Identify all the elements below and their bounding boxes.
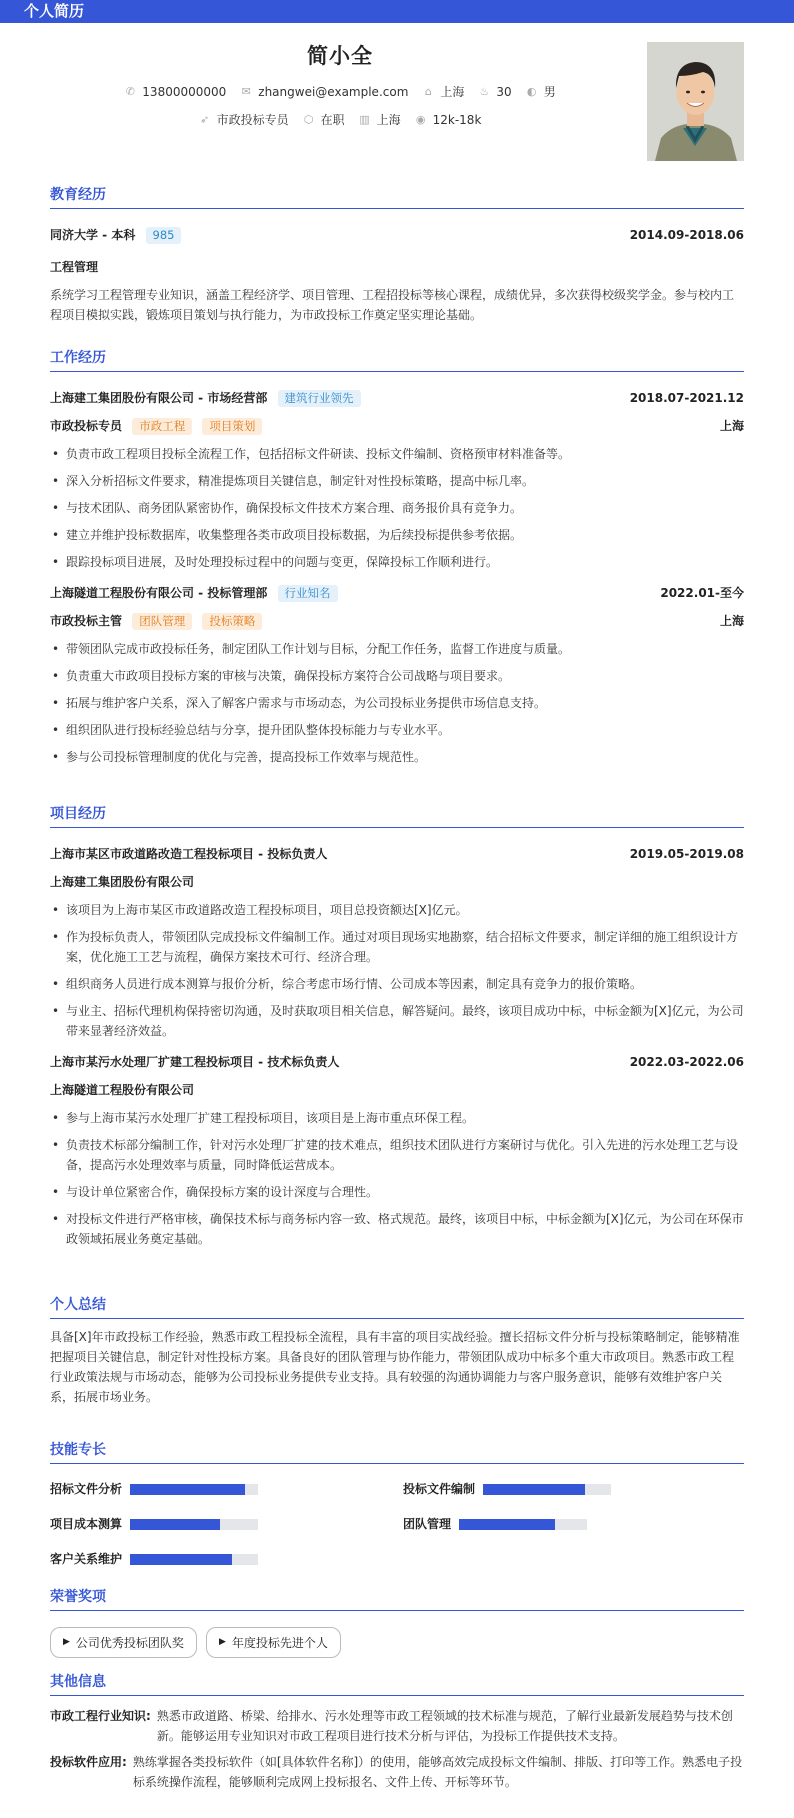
skill-bar — [130, 1484, 258, 1495]
education-desc: 系统学习工程管理专业知识，涵盖工程经济学、项目管理、工程招投标等核心课程，成绩优异，多次获得校级奖学金。参与校内工程项目模拟实践，锻炼项目策划与执行能力，为市政投标工作奠定坚实理论基础。 — [50, 288, 735, 322]
position-row — [50, 612, 744, 630]
target-city-text: 上海 — [376, 113, 401, 127]
awards-list — [50, 1627, 744, 1658]
project-period: 2022.03-2022.06 — [629, 1055, 744, 1069]
gender-text: 男 — [543, 85, 556, 99]
mail-icon: ✉ — [241, 84, 251, 98]
project-header — [50, 845, 744, 863]
skill-name: 项目成本测算 — [50, 1517, 123, 1531]
education-section — [50, 185, 744, 325]
skill-item — [50, 1515, 122, 1533]
candidate-name: 简小全 — [307, 44, 373, 68]
skill-item — [403, 1480, 475, 1498]
skill-name: 团队管理 — [403, 1517, 452, 1531]
contact-row-secondary — [0, 111, 680, 129]
company-tag: 行业知名 — [278, 585, 338, 602]
position-tag: 项目策划 — [202, 418, 262, 435]
major: 工程管理 — [50, 260, 99, 274]
skill-bar — [130, 1519, 258, 1530]
contact-age — [478, 83, 511, 101]
summary-section — [50, 1295, 744, 1407]
list-item: • 与技术团队、商务团队紧密协作，确保投标文件技术方案合理、商务报价具有竞争力。 — [50, 498, 744, 518]
status-text: 在职 — [320, 113, 345, 127]
project-bullets — [50, 1108, 744, 1249]
project-bullets — [50, 900, 744, 1041]
company-name: 上海建工集团股份有限公司 - 市场经营部 — [50, 391, 268, 405]
section-title: 项目经历 — [50, 804, 744, 828]
project-company: 上海建工集团股份有限公司 — [50, 875, 195, 889]
award-label: 年度投标先进个人 — [231, 1635, 328, 1650]
send-icon: ➶ — [199, 112, 210, 126]
skill-bar — [483, 1484, 611, 1495]
email-text: zhangwei@example.com — [258, 85, 409, 99]
project-company: 上海隧道工程股份有限公司 — [50, 1083, 195, 1097]
top-bar — [0, 0, 794, 23]
list-item: • 负责技术标部分编制工作，针对污水处理厂扩建的技术难点，组织技术团队进行方案研讨与优化。引入先进的污水处理工艺与设备，提高污水处理效率与质量，同时降低运营成本。 — [50, 1135, 744, 1175]
info-value: 熟练掌握各类投标软件（如[具体软件名称]）的使用，能够高效完成投标文件编制、排版、打印等工作。熟悉电子投标系统操作流程，能够顺利完成网上投标报名、文件上传、开标等环节。 — [132, 1755, 743, 1789]
list-item: • 拓展与维护客户关系，深入了解客户需求与市场动态，为公司投标业务提供市场信息支持。 — [50, 693, 744, 713]
section-title: 技能专长 — [50, 1440, 744, 1464]
section-title: 个人总结 — [50, 1295, 744, 1319]
skills-grid — [50, 1464, 744, 1566]
section-title: 教育经历 — [50, 185, 744, 209]
list-item: • 跟踪投标项目进展，及时处理投标过程中的问题与变更，保障投标工作顺利进行。 — [50, 552, 744, 572]
contact-row-primary — [0, 83, 680, 101]
info-row — [50, 1706, 744, 1746]
info-key: 投标软件应用: — [50, 1755, 127, 1769]
list-item: • 负责市政工程项目投标全流程工作，包括招标文件研读、投标文件编制、资格预审材料准备等。 — [50, 444, 744, 464]
award-badge — [50, 1627, 197, 1658]
play-icon: ▶ — [63, 1636, 70, 1647]
job-period: 2018.07-2021.12 — [629, 391, 744, 405]
school-tag: 985 — [146, 227, 182, 244]
home-icon: ⌂ — [424, 84, 432, 98]
skill-bar-fill — [459, 1519, 555, 1530]
company-name: 上海隧道工程股份有限公司 - 投标管理部 — [50, 586, 268, 600]
award-badge — [206, 1627, 341, 1658]
awards-section — [50, 1587, 744, 1658]
skill-bar — [130, 1554, 258, 1565]
list-item: • 与设计单位紧密合作，确保投标方案的设计深度与合理性。 — [50, 1182, 744, 1202]
job-status — [303, 111, 345, 129]
list-item: • 负责重大市政项目投标方案的审核与决策，确保投标方案符合公司战略与项目要求。 — [50, 666, 744, 686]
contact-phone — [124, 83, 226, 101]
section-title: 工作经历 — [50, 348, 744, 372]
project-period: 2019.05-2019.08 — [629, 847, 744, 861]
job-location: 上海 — [719, 419, 744, 433]
section-title: 荣誉奖项 — [50, 1587, 744, 1611]
position-tag: 市政工程 — [132, 418, 192, 435]
work-section — [50, 348, 744, 774]
skill-item — [50, 1550, 122, 1568]
list-item: • 带领团队完成市政投标任务，制定团队工作计划与目标，分配工作任务，监督工作进度与质量。 — [50, 639, 744, 659]
info-row — [50, 1752, 744, 1792]
list-item: • 作为投标负责人，带领团队完成投标文件编制工作。通过对项目现场实地勘察，结合招标文件要求，制定详细的施工组织设计方案，优化施工工艺与流程，确保方案技术可行、经济合理。 — [50, 927, 744, 967]
project-name: 上海市某污水处理厂扩建工程投标项目 - 技术标负责人 — [50, 1055, 340, 1069]
status-icon: ⬡ — [303, 112, 314, 126]
position-title: 市政投标主管 — [50, 614, 123, 628]
top-bar-title: 个人简历 — [24, 2, 85, 20]
skill-name: 投标文件编制 — [403, 1482, 476, 1496]
education-period: 2014.09-2018.06 — [629, 228, 744, 242]
list-item: • 建立并维护投标数据库，收集整理各类市政项目投标数据，为后续投标提供参考依据。 — [50, 525, 744, 545]
contact-city — [422, 83, 464, 101]
contact-gender — [526, 83, 556, 101]
contact-email — [240, 83, 408, 101]
target-job-text: 市政投标专员 — [216, 113, 289, 127]
list-item: • 组织团队进行投标经验总结与分享，提升团队整体投标能力与专业水平。 — [50, 720, 744, 740]
list-item: • 参与公司投标管理制度的优化与完善，提高投标工作效率与规范性。 — [50, 747, 744, 767]
skill-bar — [459, 1519, 587, 1530]
list-item: • 组织商务人员进行成本测算与报价分析，综合考虑市场行情、公司成本等因素，制定具有竞争力的报价策略。 — [50, 974, 744, 994]
projects-section — [50, 804, 744, 1256]
education-header — [50, 226, 744, 244]
position-row — [50, 417, 744, 435]
info-key: 市政工程行业知识: — [50, 1709, 151, 1723]
job-period: 2022.01-至今 — [660, 586, 744, 600]
resume-header — [0, 23, 794, 183]
cake-icon: ♨ — [479, 84, 490, 98]
target-city — [359, 111, 401, 129]
project-header — [50, 1053, 744, 1071]
list-item: • 对投标文件进行严格审核，确保技术标与商务标内容一致、格式规范。最终，该项目中标，中标金额为[X]亿元，为公司在环保市政领域拓展业务奠定基础。 — [50, 1209, 744, 1249]
phone-icon: ✆ — [125, 84, 135, 98]
skill-name: 客户关系维护 — [50, 1552, 123, 1566]
skills-section — [50, 1440, 744, 1566]
project-entry — [50, 845, 744, 1041]
skill-bar-fill — [130, 1554, 232, 1565]
other-section — [50, 1672, 744, 1798]
skill-bar-fill — [130, 1519, 220, 1530]
job-header — [50, 389, 744, 407]
position-title: 市政投标专员 — [50, 419, 123, 433]
list-item: • 该项目为上海市某区市政道路改造工程投标项目，项目总投资额达[X]亿元。 — [50, 900, 744, 920]
salary — [415, 111, 482, 129]
job-bullets — [50, 444, 744, 572]
skill-item — [50, 1480, 122, 1498]
summary-text: 具备[X]年市政投标工作经验，熟悉市政工程投标全流程，具有丰富的项目实战经验。擅长招标文件分析与投标策略制定，能够精准把握项目关键信息，制定针对性投标方案。具备良好的团队管理与协作能力，带领团队成功中标多个重大市政项目。熟悉市政工程行业政策法规与市场动态，能够为公司投标业务提供专业支持。具有较强的沟通协调能力与客户服务意识，能够有效维护客户关系，拓展市场业务。 — [50, 1330, 740, 1404]
job-entry — [50, 584, 744, 767]
play-icon: ▶ — [218, 1636, 226, 1647]
position-tag: 团队管理 — [132, 613, 192, 630]
phone-text: 13800000000 — [142, 85, 227, 99]
list-item: • 深入分析招标文件要求，精准提炼项目关键信息，制定针对性投标策略，提高中标几率。 — [50, 471, 744, 491]
city-text: 上海 — [440, 85, 465, 99]
job-location: 上海 — [719, 614, 744, 628]
gender-icon: ◐ — [526, 84, 537, 98]
project-name: 上海市某区市政道路改造工程投标项目 - 投标负责人 — [50, 847, 328, 861]
project-entry — [50, 1053, 744, 1249]
job-entry — [50, 389, 744, 572]
list-item: • 参与上海市某污水处理厂扩建工程投标项目，该项目是上海市重点环保工程。 — [50, 1108, 744, 1128]
position-tag: 投标策略 — [202, 613, 262, 630]
list-item: • 与业主、招标代理机构保持密切沟通，及时获取项目相关信息，解答疑问。最终，该项目成功中标，中标金额为[X]亿元，为公司带来显著经济效益。 — [50, 1001, 744, 1041]
age-text: 30 — [496, 85, 512, 99]
award-label: 公司优秀投标团队奖 — [75, 1635, 184, 1650]
section-title: 其他信息 — [50, 1672, 744, 1696]
skill-item — [403, 1515, 451, 1533]
school-name: 同济大学 - 本科 — [50, 228, 136, 242]
skill-bar-fill — [483, 1484, 585, 1495]
building-icon: ▥ — [359, 112, 370, 126]
skill-name: 招标文件分析 — [50, 1482, 123, 1496]
money-icon: ◉ — [415, 112, 426, 126]
portrait-illustration — [647, 42, 744, 161]
job-bullets — [50, 639, 744, 767]
profile-photo — [647, 42, 744, 161]
target-job — [199, 111, 289, 129]
skill-bar-fill — [130, 1484, 245, 1495]
company-tag: 建筑行业领先 — [278, 390, 361, 407]
info-value: 熟悉市政道路、桥梁、给排水、污水处理等市政工程领域的技术标准与规范，了解行业最新发展趋势与技术创新。能够运用专业知识对市政工程项目进行技术分析与评估，为投标工作提供技术支持。 — [156, 1709, 733, 1743]
salary-text: 12k-18k — [432, 113, 482, 127]
job-header — [50, 584, 744, 602]
